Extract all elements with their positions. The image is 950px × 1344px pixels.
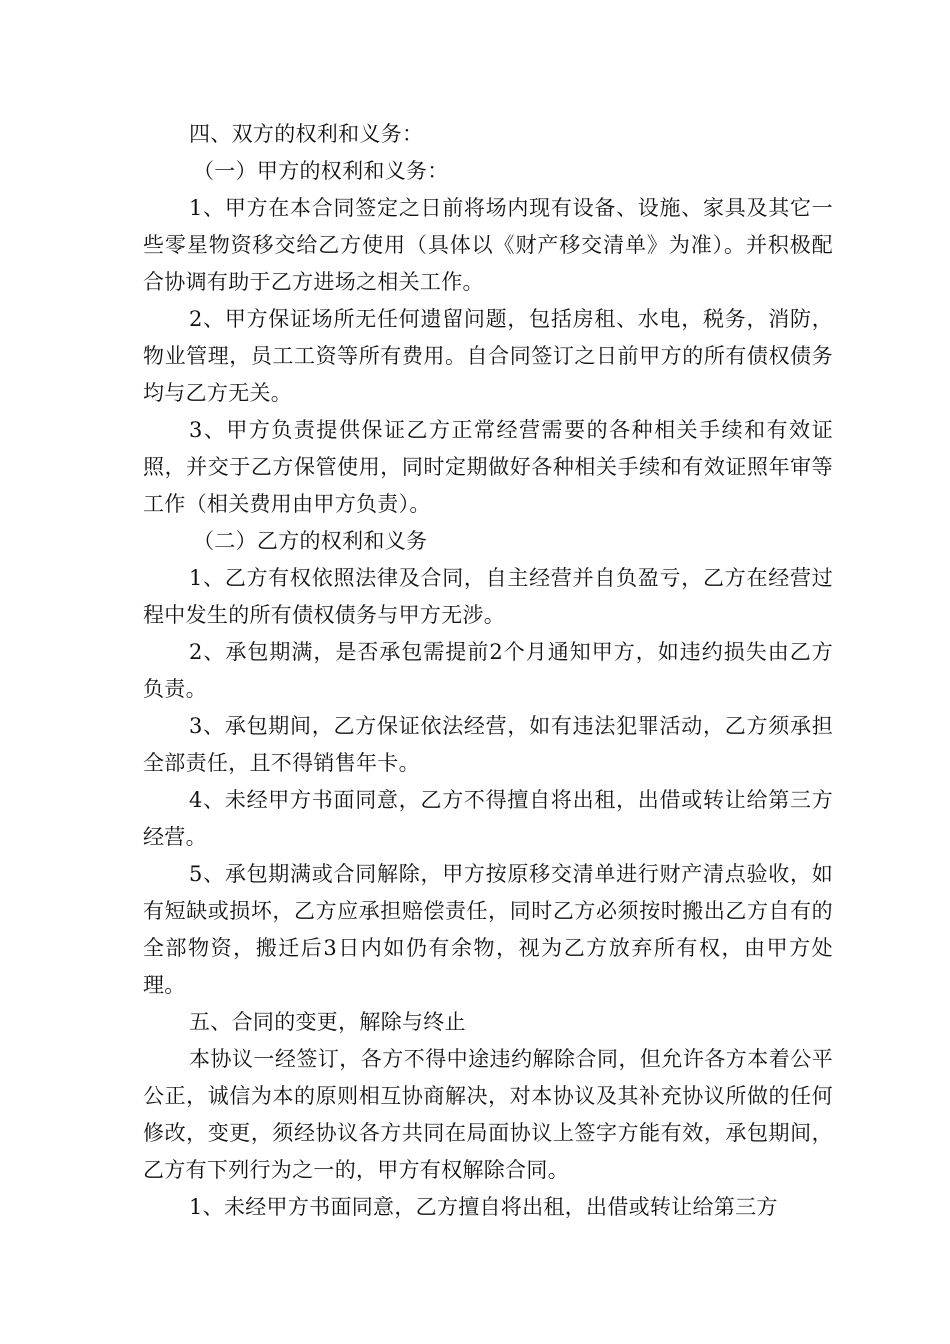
paragraph-termination-item-1: 1、未经甲方书面同意，乙方擅自将出租，出借或转让给第三方	[189, 1195, 778, 1219]
paragraph-party-b-item-1: 1、乙方有权依照法律及合同，自主经营并自负盈亏，乙方在经营过程中发生的所有债权债务与甲方无涉。	[143, 566, 833, 627]
paragraph-party-a-item-3: 3、甲方负责提供保证乙方正常经营需要的各种相关手续和有效证照，并交于乙方保管使用，同时定期做好各种相关手续和有效证照年审等工作（相关费用由甲方负责）。	[143, 418, 833, 516]
subsection-heading-party-a: （一）甲方的权利和义务：	[193, 159, 449, 183]
section-heading-rights-obligations: 四、双方的权利和义务：	[189, 122, 424, 146]
paragraph-party-a-item-2: 2、甲方保证场所无任何遗留问题，包括房租、水电，税务，消防，物业管理，员工工资等所有费用。自合同签订之日前甲方的所有债权债务均与乙方无关。	[143, 307, 833, 405]
paragraph-party-b-item-4: 4、未经甲方书面同意，乙方不得擅自将出租，出借或转让给第三方经营。	[143, 788, 833, 849]
paragraph-party-b-item-5: 5、承包期满或合同解除，甲方按原移交清单进行财产清点验收，如有短缺或损坏，乙方应承担赔偿责任，同时乙方必须按时搬出乙方自有的全部物资，搬迁后3日内如仍有余物，视为乙方放弃所有权，由甲方处理。	[143, 862, 833, 997]
paragraph-contract-change-body: 本协议一经签订，各方不得中途违约解除合同，但允许各方本着公平公正，诚信为本的原则相互协商解决，对本协议及其补充协议所做的任何修改，变更，须经协议各方共同在局面协议上签字方能有效，承包期间，乙方有下列行为之一的，甲方有权解除合同。	[143, 1047, 833, 1182]
subsection-heading-party-b: （二）乙方的权利和义务	[193, 529, 428, 553]
paragraph-party-b-item-3: 3、承包期间，乙方保证依法经营，如有违法犯罪活动，乙方须承担全部责任，且不得销售年卡。	[143, 714, 833, 775]
paragraph-party-b-item-2: 2、承包期满，是否承包需提前2个月通知甲方，如违约损失由乙方负责。	[143, 640, 833, 701]
section-heading-contract-change: 五、合同的变更，解除与终止	[189, 1010, 466, 1034]
document-body	[143, 116, 833, 1226]
paragraph-party-a-item-1: 1、甲方在本合同签定之日前将场内现有设备、设施、家具及其它一些零星物资移交给乙方使用（具体以《财产移交清单》为准）。并积极配合协调有助于乙方进场之相关工作。	[143, 196, 833, 294]
